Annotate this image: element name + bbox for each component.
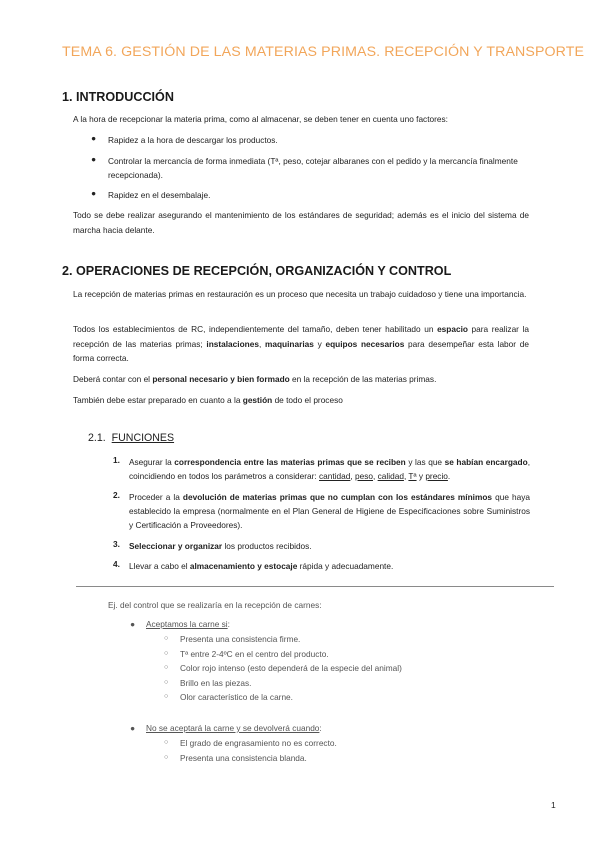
section-1-closing: Todo se debe realizar asegurando el mantenimiento de los estándares de seguridad; además es el inicio del sistema de marcha hacia delante. xyxy=(73,210,529,235)
reject-criterion: Presenta una consistencia blanda. xyxy=(180,753,307,763)
subsection-title: FUNCIONES xyxy=(111,432,175,444)
document-title: TEMA 6. GESTIÓN DE LAS MATERIAS PRIMAS. RECEPCIÓN Y TRANSPORTE xyxy=(62,44,585,60)
example-intro: Ej. del control que se realizaría en la recepción de carnes: xyxy=(108,600,322,610)
function-item-2: Proceder a la devolución de materias primas que no cumplan con los estándares mínimos que haya establecido la empresa (normalmente en el Plan General de Higiene de Especificaciones sobre Suministros y Certificación a Proveedores). xyxy=(129,492,530,530)
section-1-intro: A la hora de recepcionar la materia prima, como al almacenar, se deben tener en cuenta uno factores: xyxy=(73,114,448,124)
subsection-heading xyxy=(88,432,174,444)
bullet-marker: ● xyxy=(91,133,97,143)
circle-bullet-icon: ○ xyxy=(164,679,169,686)
bullet-marker: ● xyxy=(130,619,136,629)
accept-heading: Aceptamos la carne si: xyxy=(146,619,230,629)
function-item-4: Llevar a cabo el almacenamiento y estocaje rápida y adecuadamente. xyxy=(129,561,394,571)
section-2-paragraph-3: Deberá contar con el personal necesario y bien formado en la recepción de las materias primas. xyxy=(73,374,437,384)
bullet-marker: ● xyxy=(91,188,97,198)
accept-criterion: Tª entre 2-4ºC en el centro del producto. xyxy=(180,649,329,659)
page-number: 1 xyxy=(551,800,556,810)
function-number: 4. xyxy=(113,559,120,569)
section-2-paragraph-1: La recepción de materias primas en restauración es un proceso que necesita un trabajo cuidadoso y tiene una importancia. xyxy=(73,289,527,299)
circle-bullet-icon: ○ xyxy=(164,754,169,761)
accept-criterion: Brillo en las piezas. xyxy=(180,678,252,688)
section-1-bullet: Rapidez a la hora de descargar los productos. xyxy=(108,135,278,145)
circle-bullet-icon: ○ xyxy=(164,650,169,657)
section-1-bullet: Rapidez en el desembalaje. xyxy=(108,190,211,200)
bullet-marker: ● xyxy=(91,154,97,164)
section-2-heading: 2. OPERACIONES DE RECEPCIÓN, ORGANIZACIÓN Y CONTROL xyxy=(62,264,452,278)
function-number: 3. xyxy=(113,539,120,549)
accept-criterion: Color rojo intenso (esto dependerá de la especie del animal) xyxy=(180,663,402,673)
subsection-number: 2.1. xyxy=(88,432,106,444)
accept-criterion: Presenta una consistencia firme. xyxy=(180,634,301,644)
circle-bullet-icon: ○ xyxy=(164,739,169,746)
function-number: 2. xyxy=(113,490,120,500)
accept-criterion: Olor característico de la carne. xyxy=(180,692,293,702)
section-2-paragraph-2: Todos los establecimientos de RC, independientemente del tamaño, deben tener habilitado un espacio para realizar la recepción de las materias primas; instalaciones, maquinarias y equipos necesarios para desempeñar esta labor de forma correcta. xyxy=(73,324,529,363)
function-number: 1. xyxy=(113,455,120,465)
reject-heading: No se aceptará la carne y se devolverá cuando: xyxy=(146,723,322,733)
section-1-bullet: Controlar la mercancía de forma inmediata (Tª, peso, cotejar albaranes con el pedido y la mercancía finalmente recepcionada). xyxy=(108,156,518,180)
circle-bullet-icon: ○ xyxy=(164,664,169,671)
horizontal-divider xyxy=(76,586,554,587)
circle-bullet-icon: ○ xyxy=(164,635,169,642)
reject-criterion: El grado de engrasamiento no es correcto. xyxy=(180,738,337,748)
function-item-1: Asegurar la correspondencia entre las materias primas que se reciben y las que se habían encargado, coincidiendo en todos los parámetros a considerar: cantidad, peso, calidad, Tª y precio. xyxy=(129,457,530,481)
function-item-3: Seleccionar y organizar los productos recibidos. xyxy=(129,541,312,551)
section-2-paragraph-4: También debe estar preparado en cuanto a la gestión de todo el proceso xyxy=(73,395,343,405)
section-1-heading: 1. INTRODUCCIÓN xyxy=(62,90,174,104)
bullet-marker: ● xyxy=(130,723,136,733)
circle-bullet-icon: ○ xyxy=(164,693,169,700)
